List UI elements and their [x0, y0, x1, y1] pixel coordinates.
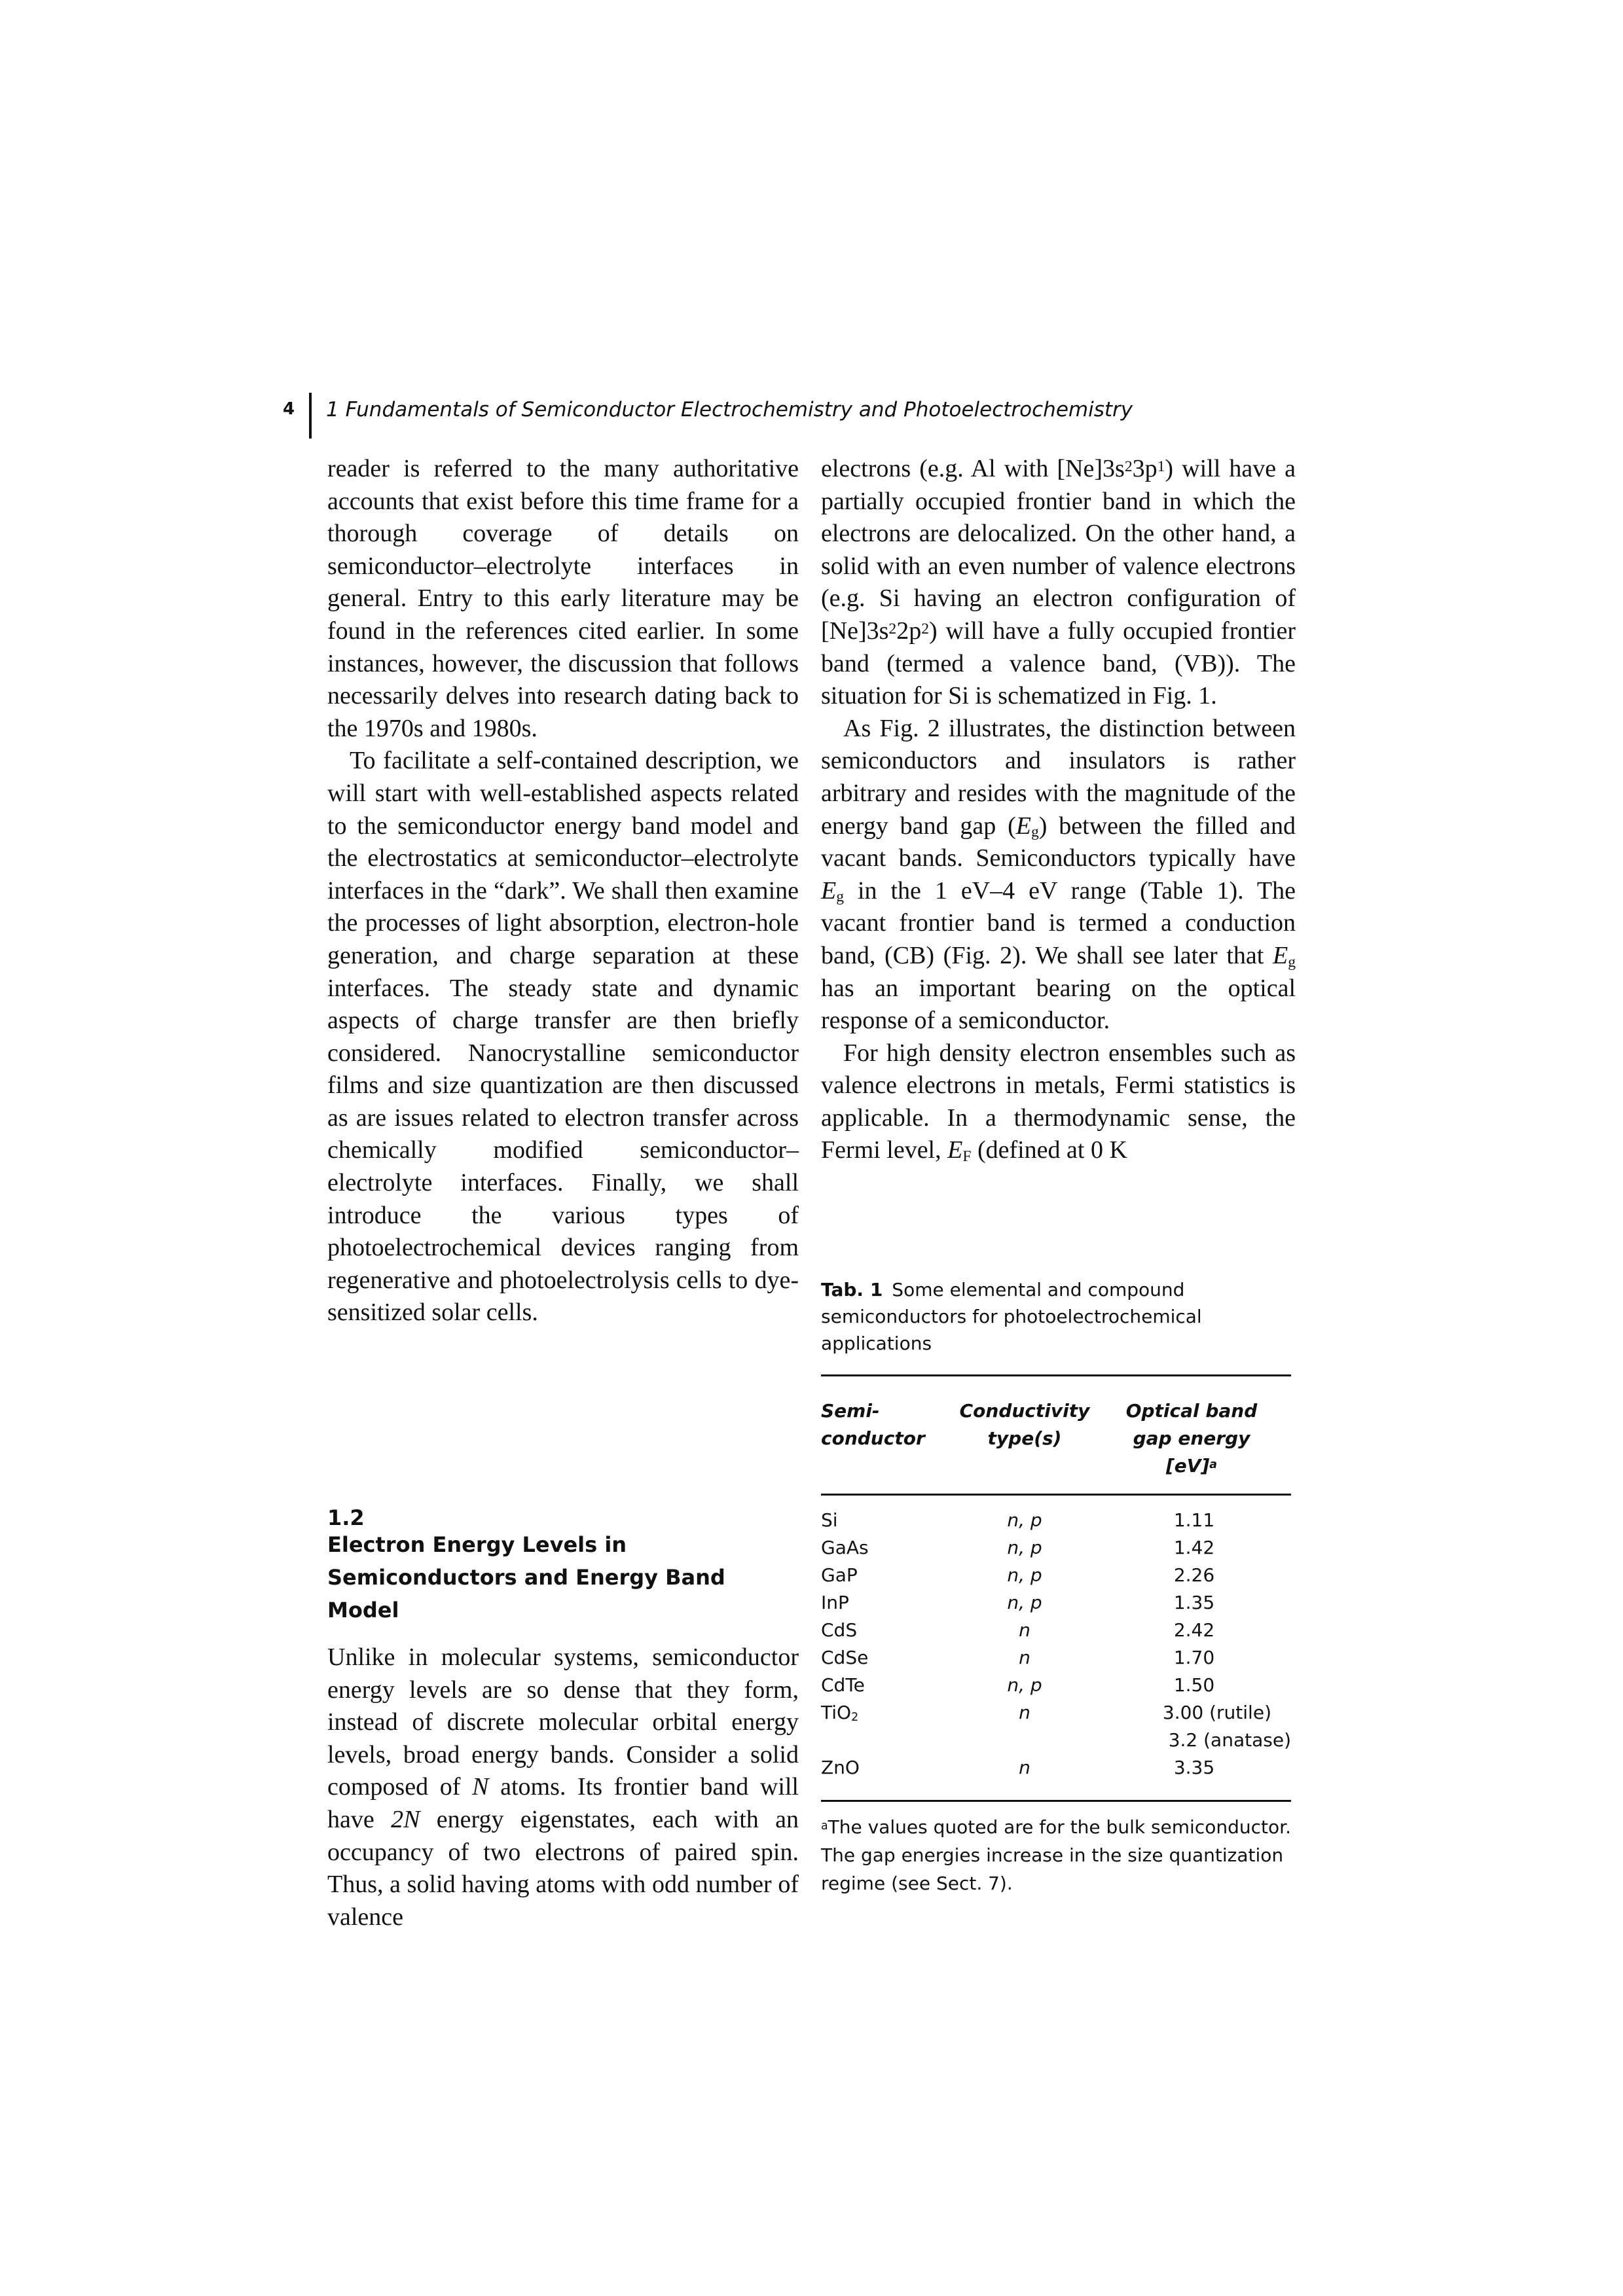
table-footnote: $^a$The values quoted are for the bulk semiconductor. The gap energies increase in the size quantization regime (see Sect. 7). — [821, 1816, 1291, 1894]
table-row — [821, 1562, 1291, 1589]
header-divider — [309, 393, 312, 439]
cell-semiconductor: CdS — [821, 1619, 858, 1641]
cell-band-gap: 2.26 — [1173, 1564, 1215, 1586]
right-paragraph-2: As Fig. 2 illustrates, the distinction between semiconductors and insulators is rather arbitrary and resides with the magnitude of the energy band gap $(E_g)$ between the filled and vacant bands. Semiconductors typically have $E_g$ in the 1 eV–4 eV range (Table 1). The vacant frontier band is termed a conduction band, (CB) (Fig. 2). We shall see later that $E_g$ has an important bearing on the optical response of a semiconductor. — [821, 714, 1296, 1035]
cell-conductivity: n — [1019, 1647, 1030, 1668]
column-header-conductivity: Conductivity type(s) — [959, 1400, 1090, 1449]
cell-band-gap: 1.11 — [1173, 1509, 1215, 1531]
table-row — [821, 1589, 1291, 1617]
cell-band-gap: 1.50 — [1173, 1674, 1215, 1696]
table-label: Tab. 1 — [821, 1279, 883, 1300]
running-head: 1 Fundamentals of Semiconductor Electrochemistry and Photoelectrochemistry — [326, 398, 1133, 422]
column-header-band-gap: Optical band gap energy [eV]$^a$ — [1125, 1400, 1258, 1477]
page-header — [283, 393, 1330, 439]
table-caption — [821, 1276, 1266, 1357]
section-title: Electron Energy Levels in Semiconductors and Energy Band Model — [327, 1532, 725, 1623]
section-paragraph-1: Unlike in molecular systems, semiconductor energy levels are so dense that they form, instead of discrete molecular orbital energy levels, broad energy bands. Consider a solid composed of N atoms. Its frontier band will have 2N energy eigenstates, each with an occupancy of two electrons of paired spin. Thus, a solid having atoms with odd number of valence — [327, 1643, 799, 1931]
cell-conductivity: n, p — [1007, 1564, 1042, 1586]
cell-semiconductor: Si — [821, 1509, 838, 1531]
table-bottom-rule — [821, 1800, 1291, 1802]
table-row — [821, 1644, 1291, 1672]
cell-band-gap: 2.42 — [1173, 1619, 1215, 1641]
table-header-rule — [821, 1494, 1291, 1496]
table-row — [821, 1754, 1291, 1782]
cell-semiconductor: GaAs — [821, 1537, 869, 1558]
table-caption-text: Some elemental and compound semiconductors for photoelectrochemical applications — [821, 1279, 1202, 1354]
table-row — [821, 1699, 1291, 1751]
page-number: 4 — [283, 399, 295, 419]
cell-conductivity: n, p — [1007, 1509, 1042, 1531]
section-number: 1.2 — [327, 1505, 365, 1530]
left-paragraph-1: reader is referred to the many authoritative accounts that exist before this time frame for a thorough coverage of details on semiconductor–electrolyte interfaces in general. Entry to this early literature may be found in the references cited earlier. In some instances, however, the discussion that follows necessarily delves into research dating back to the 1970s and 1980s. — [327, 455, 799, 742]
column-header-semiconductor: Semi-conductor — [821, 1400, 925, 1449]
section-body — [327, 1641, 799, 1933]
cell-band-gap: 1.35 — [1173, 1592, 1215, 1613]
table-top-rule — [821, 1374, 1291, 1376]
right-paragraph-1: electrons (e.g. Al with $[Ne]3s^23p^1$) will have a partially occupied frontier band in which the electrons are delocalized. On the other hand, a solid with an even number of valence electrons (e.g. Si having an electron configuration of $[Ne]3s^22p^2$) will have a fully occupied frontier band (termed a valence band, (VB)). The situation for Si is schematized in Fig. 1. — [821, 455, 1296, 710]
cell-conductivity: n — [1019, 1702, 1030, 1723]
cell-semiconductor: GaP — [821, 1564, 858, 1586]
cell-band-gap-secondary: 3.2 (anatase) — [1168, 1729, 1291, 1751]
cell-semiconductor: InP — [821, 1592, 849, 1613]
cell-conductivity: n — [1019, 1757, 1030, 1778]
cell-band-gap: 3.00 (rutile) — [1162, 1702, 1271, 1723]
cell-semiconductor: CdSe — [821, 1647, 869, 1668]
left-paragraph-2: To facilitate a self-contained description, we will start with well-established aspects related to the semiconductor energy band model and the electrostatics at semiconductor–electrolyte interfaces in the “dark”. We shall then examine the processes of light absorption, electron-hole generation, and charge separation at these interfaces. The steady state and dynamic aspects of charge transfer are then briefly considered. Nanocrystalline semiconductor films and size quantization are then discussed as are issues related to electron transfer across chemically modified semiconductor–electrolyte interfaces. Finally, we shall introduce the various types of photoelectrochemical devices ranging from regenerative and photoelectrolysis cells to dye-sensitized solar cells. — [327, 747, 799, 1327]
cell-conductivity: n, p — [1007, 1592, 1042, 1613]
cell-conductivity: n, p — [1007, 1674, 1042, 1696]
cell-conductivity: n, p — [1007, 1537, 1042, 1558]
cell-semiconductor: CdTe — [821, 1674, 865, 1696]
right-paragraph-3: For high density electron ensembles such as valence electrons in metals, Fermi statistics is applicable. In a thermodynamic sense, the Fermi level, $E_F$ (defined at 0 K — [821, 1039, 1296, 1166]
cell-band-gap: 3.35 — [1173, 1757, 1215, 1778]
cell-band-gap: 1.42 — [1173, 1537, 1215, 1558]
left-column — [327, 453, 799, 1329]
cell-semiconductor: ZnO — [821, 1757, 860, 1778]
right-column — [821, 453, 1296, 1167]
table-row — [821, 1534, 1291, 1562]
table-row — [821, 1507, 1291, 1534]
table-row — [821, 1672, 1291, 1699]
cell-band-gap: 1.70 — [1173, 1647, 1215, 1668]
table-row — [821, 1617, 1291, 1644]
cell-semiconductor: TiO$_2$ — [821, 1702, 859, 1725]
cell-conductivity: n — [1019, 1619, 1030, 1641]
